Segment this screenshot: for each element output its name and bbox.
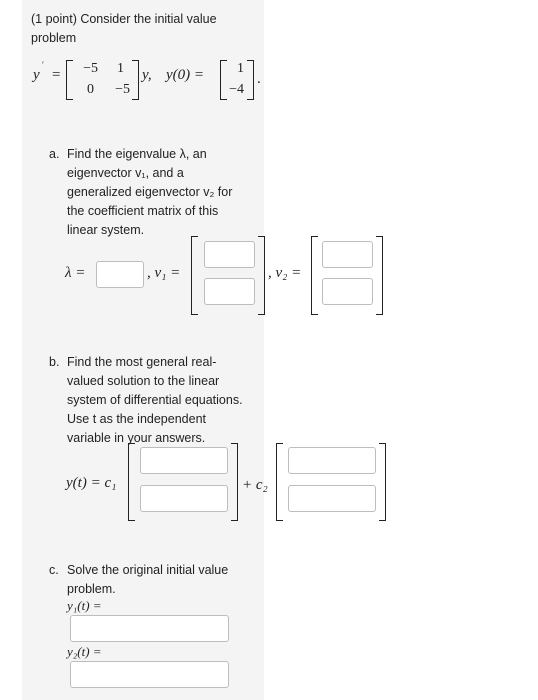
- part-a-line5: linear system.: [67, 223, 145, 237]
- solution-term1-component2-input[interactable]: [140, 485, 228, 512]
- part-b-line2: valued solution to the linear: [67, 374, 220, 388]
- part-b-line3: system of differential equations.: [67, 393, 243, 407]
- intro-text-line1: (1 point) Consider the initial value: [31, 12, 217, 26]
- solution-term1-component1-input[interactable]: [140, 447, 228, 474]
- v2-component-2-input[interactable]: [322, 278, 373, 305]
- part-a-line3: generalized eigenvector v₂ for: [67, 185, 233, 199]
- v2-right-bracket: [376, 236, 383, 315]
- v1-right-bracket: [258, 236, 265, 315]
- part-a-label: a.: [49, 147, 60, 161]
- part-c-line2: problem.: [67, 582, 116, 596]
- v1-label: , v₁ =: [147, 265, 181, 281]
- y2-label: y₂(t) =: [67, 644, 102, 659]
- v1-component-2-input[interactable]: [204, 278, 255, 305]
- y0-cell-1: 1: [237, 61, 244, 76]
- y-prime-symbol: y: [33, 67, 40, 83]
- y2-input[interactable]: [70, 661, 229, 688]
- matrix-cell-21: 0: [87, 82, 94, 97]
- equals-sign: =: [52, 67, 61, 83]
- general-solution-label: y(t) = c₁: [66, 475, 117, 491]
- y0-cell-2: −4: [229, 82, 244, 97]
- y0-right-bracket: [247, 60, 254, 100]
- matrix-cell-12: 1: [117, 61, 124, 76]
- v2-left-bracket: [311, 236, 318, 315]
- initial-condition-label: y(0) =: [166, 67, 205, 83]
- part-b-line5: variable in your answers.: [67, 431, 206, 445]
- intro-text-line2: problem: [31, 31, 77, 45]
- part-a-line4: the coefficient matrix of this: [67, 204, 219, 218]
- part-b-line4: Use t as the independent: [67, 412, 206, 426]
- v1-component-1-input[interactable]: [204, 241, 255, 268]
- y1-label: y₁(t) =: [67, 598, 102, 613]
- part-a-line2: eigenvector v₁, and a: [67, 166, 184, 180]
- sol2-left-bracket: [276, 443, 283, 521]
- part-a-line1: Find the eigenvalue λ, an: [67, 147, 207, 161]
- sol1-right-bracket: [231, 443, 238, 521]
- prime-mark: ′: [42, 60, 44, 70]
- matrix-cell-22: −5: [115, 82, 130, 97]
- part-c-label: c.: [49, 563, 59, 577]
- v2-label: , v₂ =: [268, 265, 302, 281]
- y1-input[interactable]: [70, 615, 229, 642]
- solution-term2-component2-input[interactable]: [288, 485, 376, 512]
- equation-period: .: [257, 71, 261, 87]
- v1-left-bracket: [191, 236, 198, 315]
- sol1-left-bracket: [128, 443, 135, 521]
- v2-component-1-input[interactable]: [322, 241, 373, 268]
- part-b-line1: Find the most general real-: [67, 355, 217, 369]
- sol2-right-bracket: [379, 443, 386, 521]
- lambda-label: λ =: [65, 265, 86, 281]
- part-b-label: b.: [49, 355, 60, 369]
- y-after-matrix: y,: [142, 67, 152, 83]
- question-panel: [22, 0, 264, 700]
- plus-c2-label: + c₂: [242, 477, 268, 493]
- matrix-cell-11: −5: [83, 61, 98, 76]
- solution-term2-component1-input[interactable]: [288, 447, 376, 474]
- part-c-line1: Solve the original initial value: [67, 563, 229, 577]
- matrix-right-bracket: [132, 60, 139, 100]
- eigenvalue-input[interactable]: [96, 261, 144, 288]
